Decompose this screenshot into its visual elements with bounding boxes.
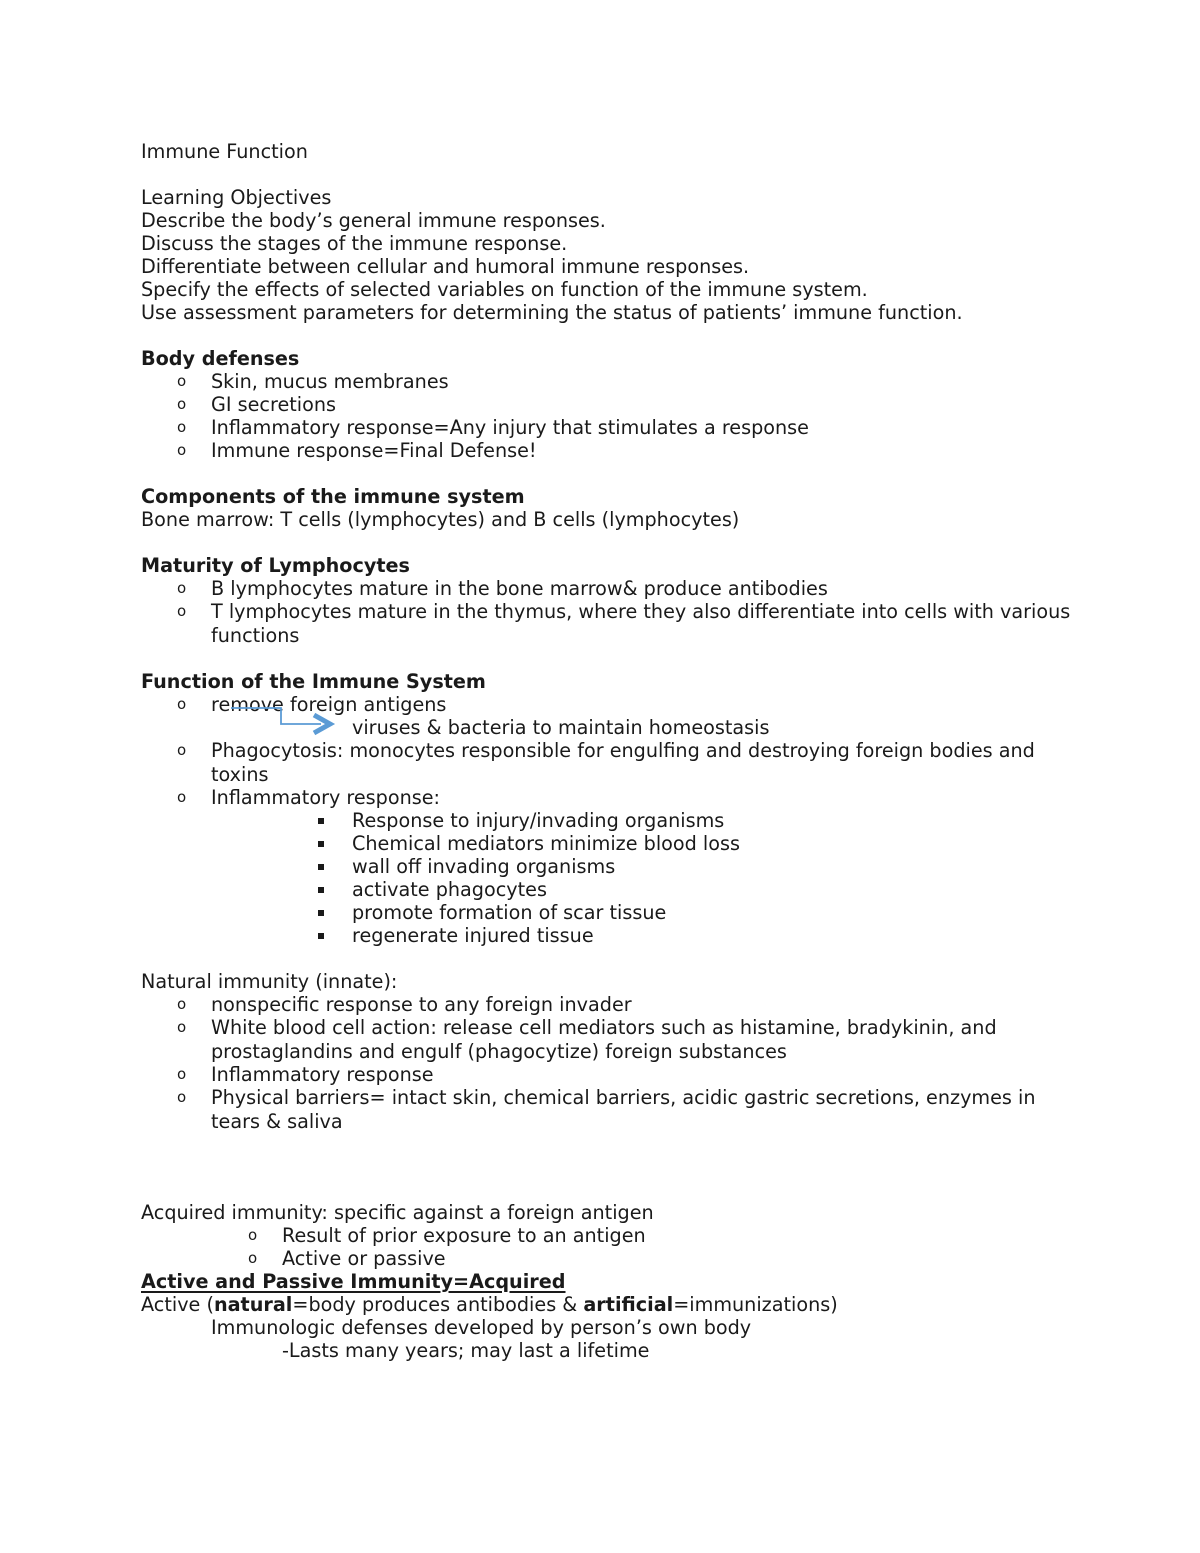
natural-heading: Natural immunity (innate): [141, 970, 398, 993]
circle-bullet-icon: o [177, 995, 187, 1013]
doc-title: Immune Function [141, 140, 308, 163]
objective-5: Use assessment parameters for determining the status of patients’ immune function. [141, 301, 963, 324]
square-bullet-icon [318, 818, 324, 824]
list-item: o GI secretions [177, 393, 336, 416]
circle-bullet-icon: o [177, 788, 187, 806]
square-bullet-icon [318, 887, 324, 893]
components-heading: Components of the immune system [141, 485, 525, 508]
list-item: o B lymphocytes mature in the bone marrow& produce antibodies [177, 577, 828, 600]
circle-bullet-icon: o [177, 741, 187, 759]
sub-list-item: promote formation of scar tissue [141, 901, 1071, 924]
sub-list-item: wall off invading organisms [141, 855, 1071, 878]
circle-bullet-icon: o [177, 372, 187, 390]
list-item: o T lymphocytes mature in the thymus, where they also differentiate into cells with various functions [177, 600, 1071, 647]
list-item: o nonspecific response to any foreign invader [177, 993, 632, 1016]
objective-3: Differentiate between cellular and humoral immune responses. [141, 255, 750, 278]
list-item: o remove foreign antigens [177, 693, 447, 716]
function-heading: Function of the Immune System [141, 670, 486, 693]
circle-bullet-icon: o [177, 441, 187, 459]
arrow-right-icon [229, 706, 339, 736]
circle-bullet-icon: o [177, 418, 187, 436]
circle-bullet-icon: o [248, 1249, 258, 1267]
circle-bullet-icon: o [248, 1226, 258, 1244]
circle-bullet-icon: o [177, 695, 187, 713]
body-defenses-heading: Body defenses [141, 347, 300, 370]
sub-list-item: regenerate injured tissue [141, 924, 1071, 947]
sub-list-item: activate phagocytes [141, 878, 1071, 901]
objective-1: Describe the body’s general immune responses. [141, 209, 606, 232]
square-bullet-icon [318, 933, 324, 939]
circle-bullet-icon: o [177, 579, 187, 597]
active-indent-2: -Lasts many years; may last a lifetime [282, 1339, 650, 1362]
sub-list-item: Chemical mediators minimize blood loss [141, 832, 1071, 855]
circle-bullet-icon: o [177, 1088, 187, 1106]
list-item: o Phagocytosis: monocytes responsible for engulfing and destroying foreign bodies and toxins [177, 739, 1035, 786]
acquired-heading: Acquired immunity: specific against a foreign antigen [141, 1201, 654, 1224]
active-indent-1: Immunologic defenses developed by person’s own body [211, 1316, 752, 1339]
list-item: o Active or passive [248, 1247, 446, 1270]
arrow-note-text: viruses & bacteria to maintain homeostasis [352, 716, 770, 739]
active-passive-heading: Active and Passive Immunity=Acquired [141, 1270, 566, 1293]
circle-bullet-icon: o [177, 602, 187, 620]
square-bullet-icon [318, 864, 324, 870]
objective-2: Discuss the stages of the immune response. [141, 232, 568, 255]
square-bullet-icon [318, 910, 324, 916]
objective-4: Specify the effects of selected variables on function of the immune system. [141, 278, 868, 301]
circle-bullet-icon: o [177, 395, 187, 413]
square-bullet-icon [318, 841, 324, 847]
sub-list-item: Response to injury/invading organisms [141, 809, 1071, 832]
list-item: o Skin, mucus membranes [177, 370, 449, 393]
list-item: o Physical barriers= intact skin, chemical barriers, acidic gastric secretions, enzymes in tears & saliva [177, 1086, 1036, 1133]
list-item: o Inflammatory response=Any injury that stimulates a response [177, 416, 809, 439]
arrow-note [141, 716, 1071, 739]
list-item: o Inflammatory response [177, 1063, 434, 1086]
active-line: Active (natural=body produces antibodies & artificial=immunizations) [141, 1293, 838, 1316]
list-item: o White blood cell action: release cell mediators such as histamine, bradykinin, and prostaglandins and engulf (phagocytize) foreign substances [177, 1016, 997, 1063]
circle-bullet-icon: o [177, 1018, 187, 1036]
list-item: o Immune response=Final Defense! [177, 439, 537, 462]
circle-bullet-icon: o [177, 1065, 187, 1083]
objectives-heading: Learning Objectives [141, 186, 332, 209]
list-item: o Inflammatory response: [177, 786, 441, 809]
maturity-heading: Maturity of Lymphocytes [141, 554, 410, 577]
list-item: o Result of prior exposure to an antigen [248, 1224, 646, 1247]
document-body [141, 140, 1071, 1362]
components-text: Bone marrow: T cells (lymphocytes) and B cells (lymphocytes) [141, 508, 740, 531]
